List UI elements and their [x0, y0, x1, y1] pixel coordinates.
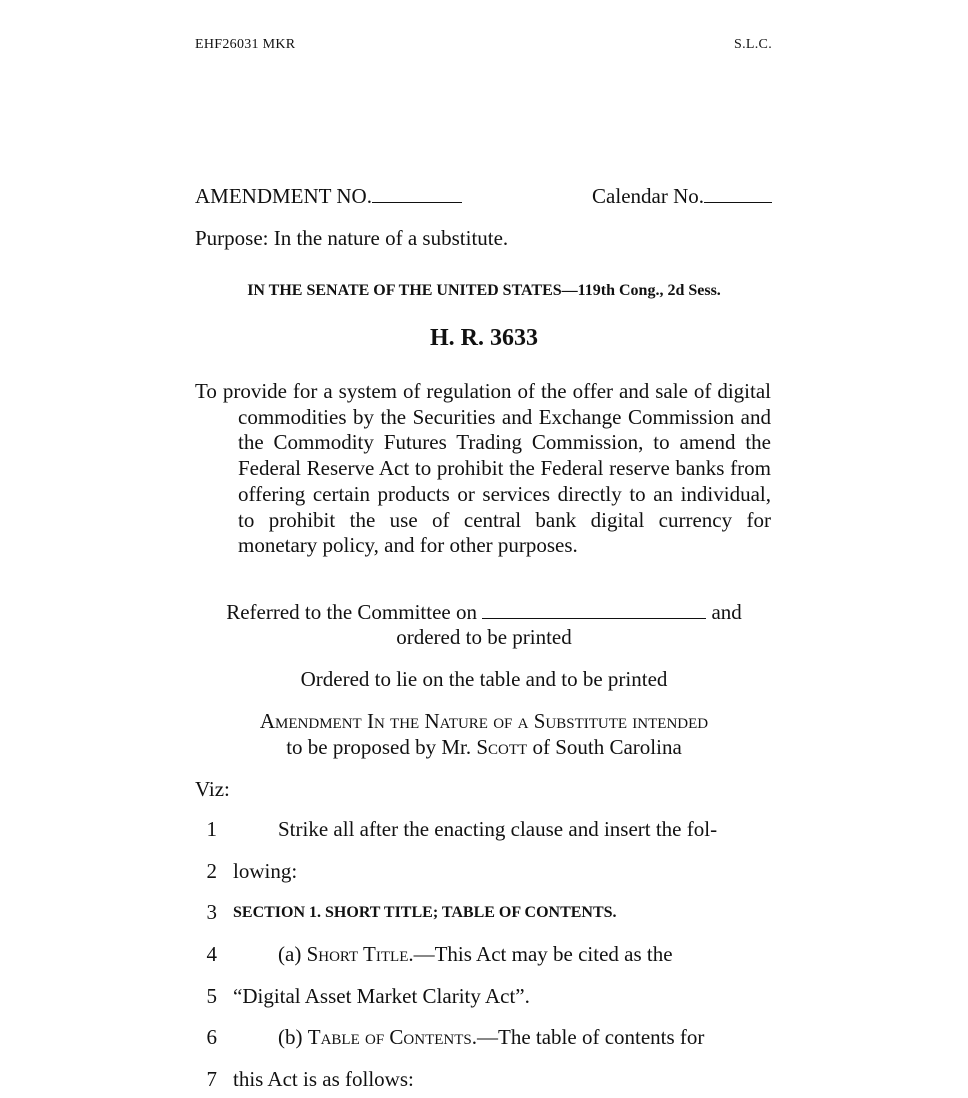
- line-number: 2: [206, 859, 217, 883]
- line-number: 4: [206, 942, 217, 966]
- senate-line: IN THE SENATE OF THE UNITED STATES—119th Cong., 2d Sess.: [247, 282, 721, 299]
- bill-text-line: “Digital Asset Market Clarity Act”.: [233, 984, 530, 1008]
- subsection-heading: Table of Contents: [307, 1025, 472, 1049]
- line-number: 7: [206, 1067, 217, 1091]
- viz-label: Viz:: [195, 777, 230, 801]
- referred-line-2: ordered to be printed: [396, 625, 572, 649]
- calendar-number-blank: [704, 184, 772, 203]
- bill-text-line: this Act is as follows:: [233, 1067, 414, 1091]
- referred-prefix: Referred to the Committee on: [226, 600, 477, 624]
- bill-number: H. R. 3633: [430, 325, 538, 351]
- line-number: 5: [206, 984, 217, 1008]
- bill-text-line: Strike all after the enacting clause and insert the fol-: [278, 817, 718, 841]
- section-heading: SECTION 1. SHORT TITLE; TABLE OF CONTENTS.: [233, 904, 617, 921]
- referred-statement: [0, 600, 968, 650]
- ains-line-2: [0, 734, 968, 760]
- referred-line-1: [0, 600, 968, 625]
- referred-suffix: and: [711, 600, 742, 624]
- ains-line-1: Amendment In the Nature of a Substitute intended: [259, 709, 709, 733]
- amendment-number-label: AMENDMENT NO.: [195, 184, 372, 208]
- bill-text-line: [233, 942, 771, 967]
- ains-suffix: of South Carolina: [532, 735, 682, 759]
- subsection-text: .—This Act may be cited as the: [408, 942, 673, 966]
- line-number: 3: [206, 900, 217, 924]
- ordered-statement: Ordered to lie on the table and to be printed: [300, 667, 668, 691]
- line-number: 6: [206, 1025, 217, 1049]
- subsection-text: .—The table of contents for: [471, 1025, 705, 1049]
- bill-text-line: [233, 1025, 771, 1050]
- sponsor-name: Scott: [476, 735, 528, 759]
- subsection-heading: Short Title: [306, 942, 409, 966]
- purpose: Purpose: In the nature of a substitute.: [195, 226, 509, 250]
- calendar-number: [592, 184, 772, 209]
- committee-blank: [482, 600, 706, 619]
- amendment-number-blank: [372, 184, 462, 203]
- subsection-label: (b): [278, 1025, 303, 1049]
- line-number: 1: [206, 817, 217, 841]
- long-title: To provide for a system of regulation of the offer and sale of digital commodities by the Securities and Exchange Commission and the Commodity Futures Trading Commission, to amend the Federal Reserve Act to prohibit the Federal reserve banks from offering certain products or services directly to an individual, to prohibit the use of central bank digital currency for monetary policy, and for other purposes.: [195, 379, 771, 558]
- ains-prefix: to be proposed by Mr.: [286, 735, 472, 759]
- amendment-number: [195, 184, 462, 209]
- ains-statement: [0, 708, 968, 760]
- calendar-number-label: Calendar No.: [592, 184, 704, 208]
- subsection-label: (a): [278, 942, 302, 966]
- slc-marker: S.L.C.: [734, 37, 772, 52]
- bill-text-line: lowing:: [233, 859, 298, 883]
- document-code: EHF26031 MKR: [195, 37, 296, 52]
